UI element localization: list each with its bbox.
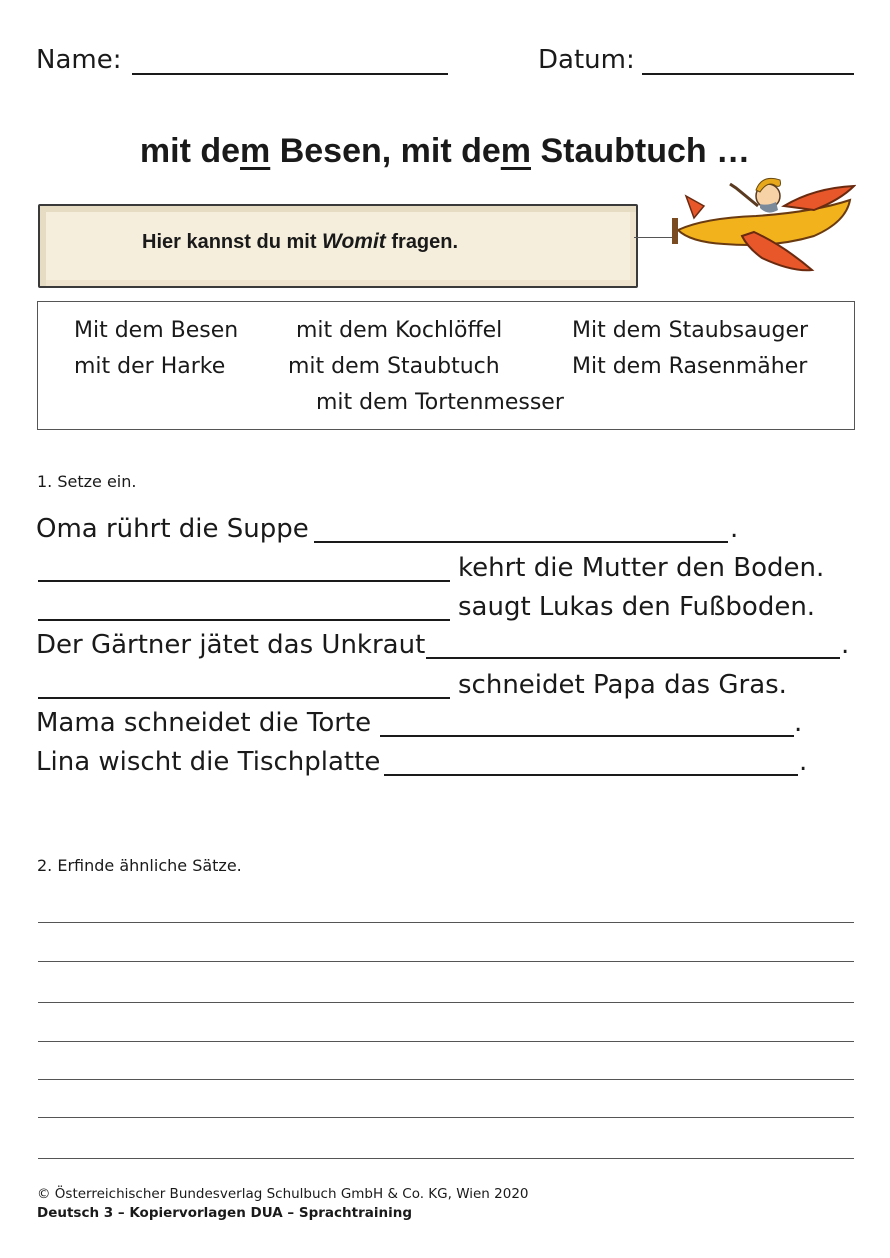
word-bank-item: mit dem Staubtuch bbox=[288, 354, 500, 379]
task-1-label: 1. Setze ein. bbox=[37, 472, 137, 491]
blank-field[interactable] bbox=[426, 657, 840, 659]
word-bank-item: mit dem Kochlöffel bbox=[296, 318, 503, 343]
blank-field[interactable] bbox=[38, 697, 450, 699]
blank-field[interactable] bbox=[38, 580, 450, 582]
page-title: mit dem Besen, mit dem Staubtuch … bbox=[139, 132, 751, 170]
word-bank-item: Mit dem Staubsauger bbox=[572, 318, 809, 343]
name-field[interactable] bbox=[132, 73, 448, 75]
task-2-label: 2. Erfinde ähnliche Sätze. bbox=[37, 856, 242, 875]
word-bank-item: mit der Harke bbox=[74, 354, 226, 379]
writing-line[interactable] bbox=[38, 1041, 854, 1042]
word-bank-item: Mit dem Rasenmäher bbox=[572, 354, 808, 379]
writing-line[interactable] bbox=[38, 1117, 854, 1118]
sentence-row: schneidet Papa das Gras. bbox=[458, 670, 787, 700]
blank-field[interactable] bbox=[384, 774, 798, 776]
sentence-end: . bbox=[730, 514, 739, 544]
sentence-row: Der Gärtner jätet das Unkraut bbox=[36, 630, 426, 660]
sentence-end: . bbox=[799, 747, 808, 777]
sentence-row: kehrt die Mutter den Boden. bbox=[458, 553, 825, 583]
sentence-row: saugt Lukas den Fußboden. bbox=[458, 592, 816, 622]
sentence-end: . bbox=[841, 630, 850, 660]
blank-field[interactable] bbox=[38, 619, 450, 621]
plane-tail-icon bbox=[686, 196, 704, 218]
sentence-end: . bbox=[794, 708, 803, 738]
sentence-row: Lina wischt die Tischplatte bbox=[36, 747, 381, 777]
blank-field[interactable] bbox=[380, 735, 794, 737]
sentence-row: Oma rührt die Suppe bbox=[36, 514, 309, 544]
date-label: Datum: bbox=[538, 45, 635, 75]
sentence-row: Mama schneidet die Torte bbox=[36, 708, 372, 738]
hint-text: Hier kannst du mit Womit fragen. bbox=[142, 230, 459, 253]
footer-copyright: © Österreichischer Bundesverlag Schulbuch GmbH & Co. KG, Wien 2020 bbox=[37, 1186, 529, 1202]
name-label: Name: bbox=[36, 45, 122, 75]
blank-field[interactable] bbox=[314, 541, 728, 543]
writing-line[interactable] bbox=[38, 1158, 854, 1159]
word-bank-item: Mit dem Besen bbox=[74, 318, 239, 343]
date-field[interactable] bbox=[642, 73, 854, 75]
propeller-icon bbox=[672, 218, 678, 244]
writing-line[interactable] bbox=[38, 1002, 854, 1003]
writing-line[interactable] bbox=[38, 922, 854, 923]
writing-line[interactable] bbox=[38, 1079, 854, 1080]
airplane-illustration bbox=[664, 166, 856, 274]
footer-series: Deutsch 3 – Kopiervorlagen DUA – Sprachtraining bbox=[37, 1205, 413, 1221]
writing-line[interactable] bbox=[38, 961, 854, 962]
word-bank-item: mit dem Tortenmesser bbox=[316, 390, 564, 415]
